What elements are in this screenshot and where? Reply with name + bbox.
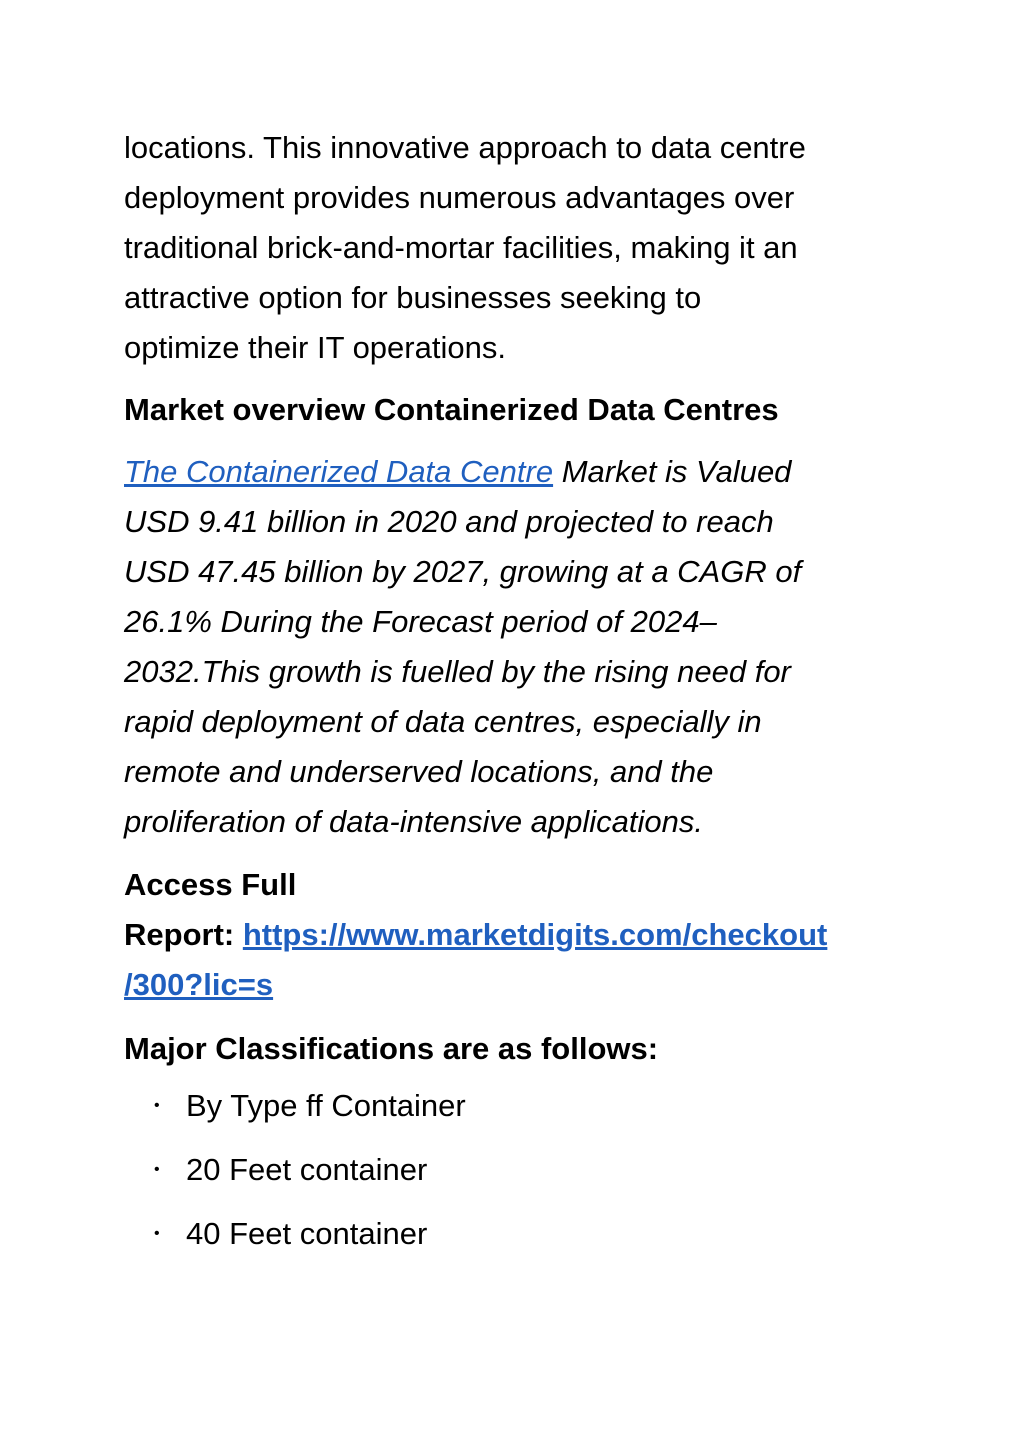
intro-paragraph: locations. This innovative approach to data centre deployment provides numerous advantages over traditional brick-and-mortar facilities, making it an attractive option for businesses seeking to optimize their IT operations. [124, 130, 806, 365]
bullet-icon: • [154, 1097, 160, 1114]
report-url-part2: /300?lic=s [124, 967, 274, 1002]
report-url-part1: https://www.marketdigits.com/checkout [242, 917, 828, 952]
market-overview-heading: Market overview Containerized Data Centres [124, 392, 779, 427]
list-item-label: 20 Feet container [186, 1152, 428, 1187]
containerized-data-centre-link[interactable]: The Containerized Data Centre [124, 454, 554, 489]
list-item [124, 1150, 914, 1190]
access-label-line1: Access Full [124, 867, 297, 902]
list-item-label: By Type ff Container [186, 1088, 466, 1123]
list-item-label: 40 Feet container [186, 1216, 428, 1251]
market-overview-paragraph [124, 447, 914, 847]
access-full-report [124, 860, 914, 1010]
bullet-icon: • [154, 1161, 160, 1178]
classifications-list [124, 1086, 914, 1254]
list-item [124, 1086, 914, 1126]
list-item [124, 1214, 914, 1254]
document-page [124, 123, 914, 1278]
access-label-line2: Report: [124, 917, 243, 952]
market-overview-text: Market is Valued USD 9.41 billion in 2020 and projected to reach USD 47.45 billion by 2027, growing at a CAGR of 26.1% During the Forecast period of 2024– 2032.This growth is fuelled by the rising need for rapid deployment of data centres, especially in remote and underserved locations, and the proliferation of data-intensive applications. [124, 454, 802, 839]
bullet-icon: • [154, 1225, 160, 1242]
classifications-heading: Major Classifications are as follows: [124, 1031, 659, 1066]
